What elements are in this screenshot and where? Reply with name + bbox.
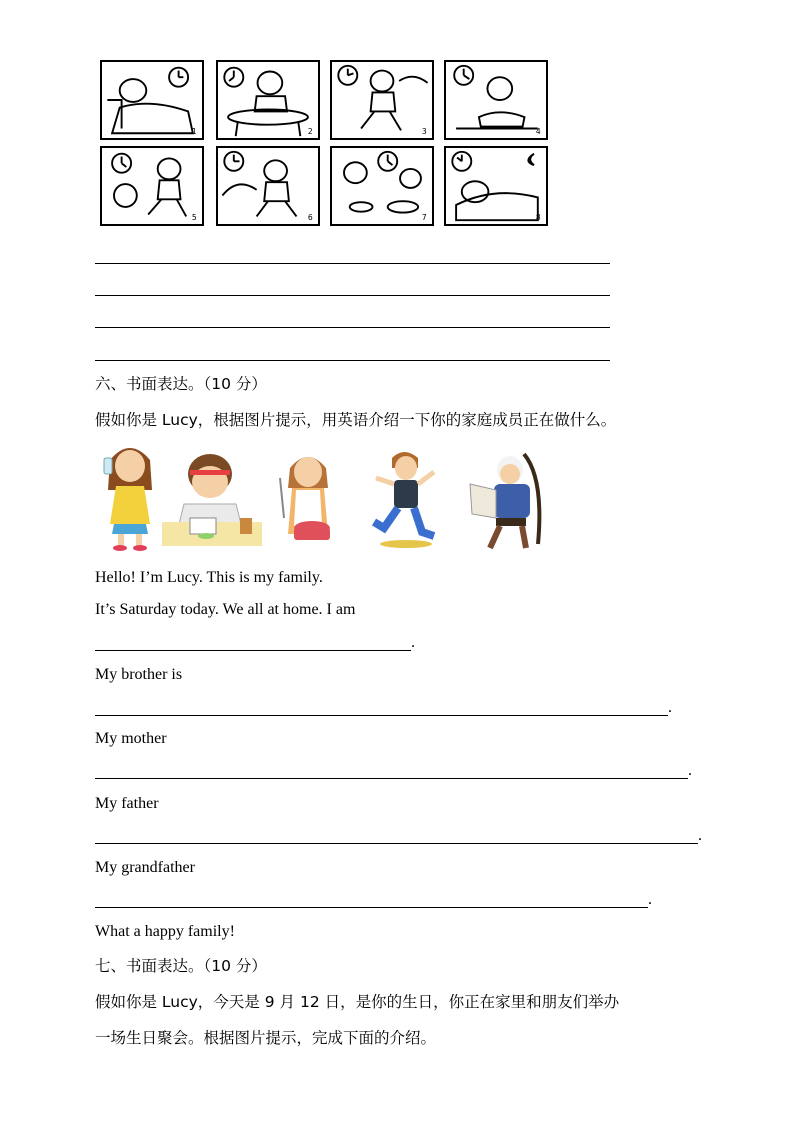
prompt-mother: My mother bbox=[95, 730, 167, 747]
panel-number: 7 bbox=[421, 213, 427, 223]
writing-line[interactable] bbox=[95, 327, 610, 328]
context-line: It’s Saturday today. We all at home. I am bbox=[95, 601, 356, 618]
period: . bbox=[698, 827, 702, 844]
brother-doing-homework-illustration bbox=[162, 448, 262, 548]
grandfather-reading-newspaper-illustration bbox=[466, 448, 548, 552]
answer-line-brother[interactable] bbox=[95, 715, 668, 716]
panel-number: 2 bbox=[307, 127, 313, 137]
comic-panel-3-going-to-school bbox=[330, 60, 434, 140]
comic-panel-2-breakfast bbox=[216, 60, 320, 140]
answer-line-grandfather[interactable] bbox=[95, 907, 648, 908]
panel-number: 8 bbox=[535, 213, 541, 223]
comic-panel-5-playing-football bbox=[100, 146, 204, 226]
section-7-instruction-line-2: 一场生日聚会。根据图片提示，完成下面的介绍。 bbox=[95, 1029, 437, 1047]
answer-line-father[interactable] bbox=[95, 843, 698, 844]
section-6-instruction: 假如你是 Lucy，根据图片提示，用英语介绍一下你的家庭成员正在做什么。 bbox=[95, 411, 617, 429]
section-7-instruction-line-1: 假如你是 Lucy，今天是 9 月 12 日，是你的生日，你正在家里和朋友们举办 bbox=[95, 993, 620, 1011]
comic-panel-1-waking-up bbox=[100, 60, 204, 140]
period: . bbox=[688, 762, 692, 779]
prompt-grandfather: My grandfather bbox=[95, 859, 195, 876]
panel-number: 4 bbox=[535, 127, 541, 137]
answer-line-i-am[interactable] bbox=[95, 650, 411, 651]
panel-number: 6 bbox=[307, 213, 313, 223]
girl-drinking-illustration bbox=[100, 440, 160, 552]
father-running-illustration bbox=[368, 448, 440, 550]
comic-panel-6-going-home bbox=[216, 146, 320, 226]
period: . bbox=[648, 891, 652, 908]
answer-line-mother[interactable] bbox=[95, 778, 688, 779]
section-7-heading: 七、书面表达。（10 分） bbox=[95, 957, 267, 975]
period: . bbox=[411, 634, 415, 651]
prompt-father: My father bbox=[95, 795, 159, 812]
section-6-heading: 六、书面表达。（10 分） bbox=[95, 375, 267, 393]
period: . bbox=[668, 699, 672, 716]
prompt-brother: My brother is bbox=[95, 666, 183, 683]
writing-line[interactable] bbox=[95, 360, 610, 361]
comic-panel-8-going-to-bed bbox=[444, 146, 548, 226]
panel-number: 5 bbox=[191, 213, 197, 223]
comic-panel-4-reading bbox=[444, 60, 548, 140]
closing-line: What a happy family! bbox=[95, 923, 235, 940]
panel-number: 1 bbox=[191, 127, 197, 137]
intro-line: Hello! I’m Lucy. This is my family. bbox=[95, 569, 323, 586]
writing-line[interactable] bbox=[95, 295, 610, 296]
comic-panel-7-dinner bbox=[330, 146, 434, 226]
panel-number: 3 bbox=[421, 127, 427, 137]
mother-cooking-illustration bbox=[270, 448, 345, 548]
writing-line[interactable] bbox=[95, 263, 610, 264]
